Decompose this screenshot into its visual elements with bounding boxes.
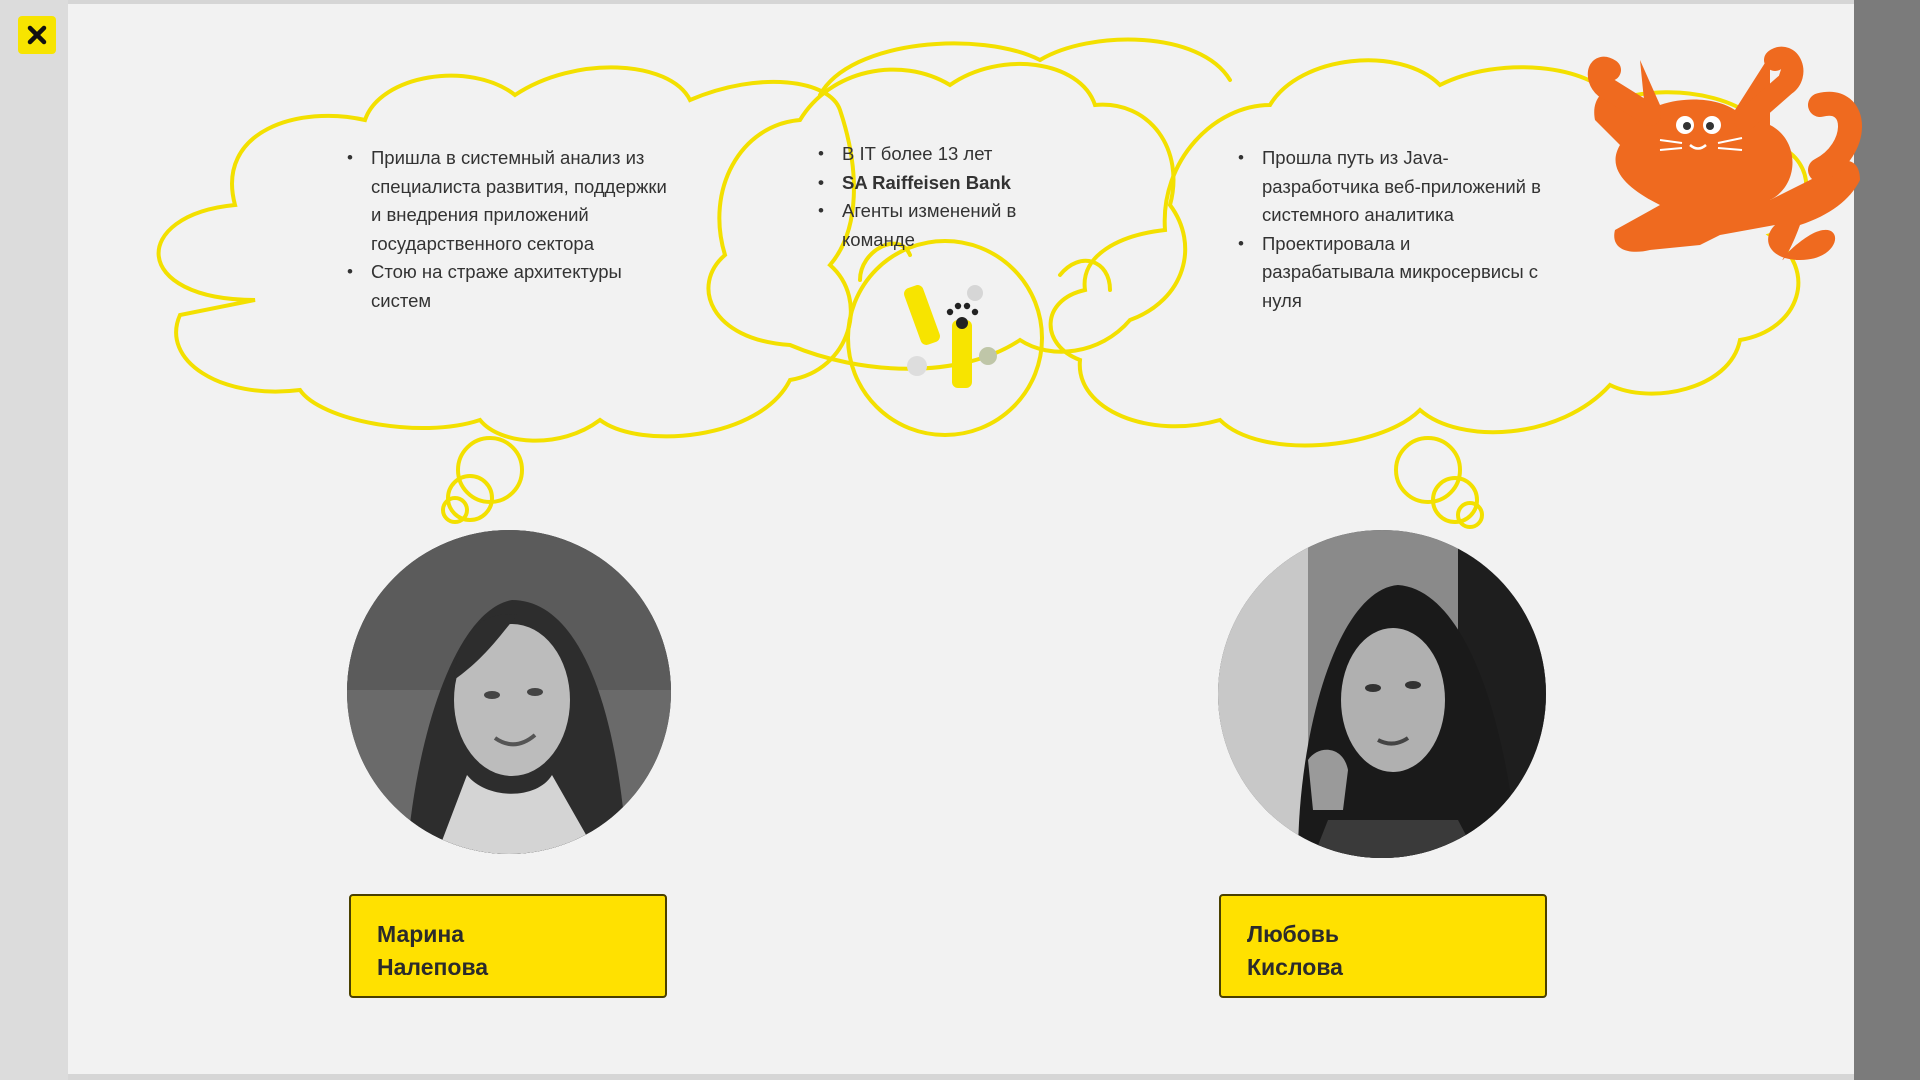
right-bubble-list [1236,144,1546,315]
center-bubble-item: • SA Raiffeisen Bank [816,169,1086,198]
left-cloud-tail [443,438,522,522]
first-name: Марина [377,921,465,947]
avatar-photo [347,530,671,854]
cat-mascot-icon [1594,55,1860,260]
avatar-photo [1218,530,1546,858]
center-bubble-item: • В IT более 13 лет [816,140,1086,169]
center-bubble-item: • Агенты изменений в команде [816,197,1086,254]
left-bubble-item: • Стою на страже архитектуры систем [345,258,675,315]
paw-handshake-icon [902,283,997,388]
right-bubble-item: • Прошла путь из Java-разработчика веб-приложений в системного аналитика [1236,144,1546,230]
center-bubble-list [816,140,1086,254]
last-name: Кислова [1247,954,1343,980]
name-card [1219,894,1547,998]
first-name: Любовь [1247,921,1340,947]
last-name: Налепова [377,954,489,980]
left-bubble-item: • Пришла в системный анализ из специалиста развития, поддержки и внедрения приложений государственного сектора [345,144,675,258]
left-bubble-list [345,144,675,315]
right-cloud-tail [1396,438,1482,527]
right-bubble-item: • Проектировала и разрабатывала микросервисы с нуля [1236,230,1546,316]
name-card [349,894,667,998]
